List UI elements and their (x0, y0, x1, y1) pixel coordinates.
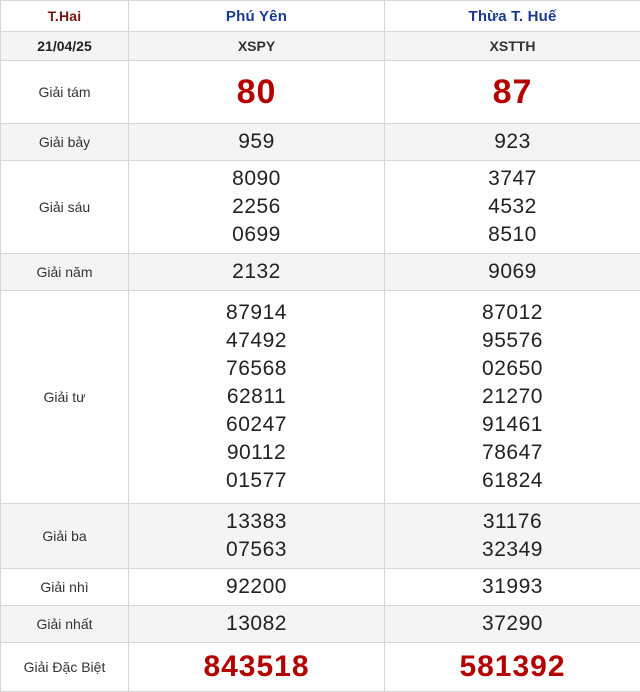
prize-values-2: 87 (385, 61, 640, 124)
prize-values-1: 843518 (129, 643, 385, 692)
province-code-1[interactable]: XSPY (129, 32, 385, 61)
prize-label: Giải nhất (1, 606, 129, 643)
table-row (1, 291, 640, 504)
prize-values-1: 87914 47492 76568 62811 60247 90112 01577 (129, 291, 385, 504)
table-row (1, 61, 640, 124)
prize-label: Giải sáu (1, 161, 129, 254)
table-row (1, 161, 640, 254)
weekday-label: T.Hai (1, 1, 129, 32)
draw-date: 21/04/25 (1, 32, 129, 61)
table-row (1, 569, 640, 606)
prize-values-1: 959 (129, 124, 385, 161)
prize-values-2: 31176 32349 (385, 504, 640, 569)
prize-values-1: 13082 (129, 606, 385, 643)
table-row (1, 643, 640, 692)
prize-values-2: 923 (385, 124, 640, 161)
prize-values-2: 3747 4532 8510 (385, 161, 640, 254)
prize-values-1: 13383 07563 (129, 504, 385, 569)
table-row (1, 504, 640, 569)
prize-values-2: 31993 (385, 569, 640, 606)
prize-label: Giải năm (1, 254, 129, 291)
prize-values-2: 9069 (385, 254, 640, 291)
prize-label: Giải tám (1, 61, 129, 124)
table-row (1, 254, 640, 291)
prize-values-1: 2132 (129, 254, 385, 291)
table-subheader-row (1, 32, 640, 61)
prize-values-1: 8090 2256 0699 (129, 161, 385, 254)
table-row (1, 124, 640, 161)
prize-label: Giải Đặc Biệt (1, 643, 129, 692)
prize-label: Giải nhì (1, 569, 129, 606)
prize-values-2: 581392 (385, 643, 640, 692)
prize-values-1: 92200 (129, 569, 385, 606)
province-code-2[interactable]: XSTTH (385, 32, 640, 61)
prize-label: Giải bảy (1, 124, 129, 161)
prize-values-1: 80 (129, 61, 385, 124)
table-row (1, 606, 640, 643)
province-header-2[interactable]: Thừa T. Huế (385, 1, 640, 32)
prize-values-2: 37290 (385, 606, 640, 643)
prize-label: Giải tư (1, 291, 129, 504)
table-header-row (1, 1, 640, 32)
prize-label: Giải ba (1, 504, 129, 569)
province-header-1[interactable]: Phú Yên (129, 1, 385, 32)
prize-values-2: 87012 95576 02650 21270 91461 78647 61824 (385, 291, 640, 504)
